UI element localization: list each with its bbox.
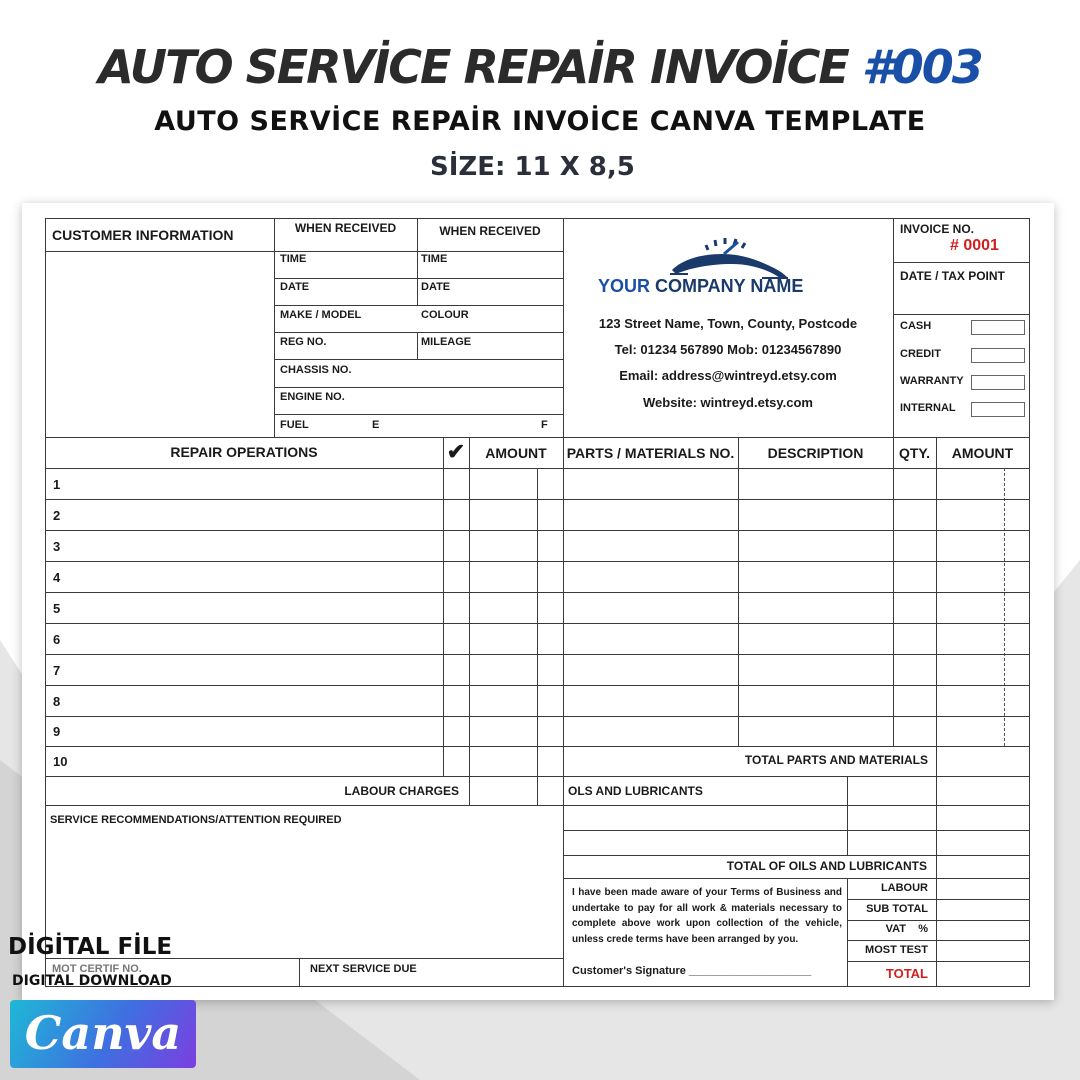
invoice-no-label: INVOICE NO. <box>900 222 975 236</box>
internal-checkbox[interactable] <box>971 402 1025 417</box>
date-label-1: DATE <box>280 281 310 293</box>
service-recommendations-label: SERVICE RECOMMENDATIONS/ATTENTION REQUIRED <box>50 814 342 826</box>
company-website: Website: wintreyd.etsy.com <box>642 395 813 410</box>
totals-labour-label: LABOUR <box>880 882 928 894</box>
engine-no-label: ENGINE NO. <box>280 391 345 403</box>
chassis-no-label: CHASSIS NO. <box>280 364 352 376</box>
mot-cert-label: MOT CERTIF NO. <box>52 963 142 975</box>
row-number: 8 <box>53 694 61 709</box>
total-oils-label: TOTAL OF OILS AND LUBRICANTS <box>726 859 927 873</box>
totals-most-test-label: MOST TEST <box>865 944 928 956</box>
when-received-heading-1: WHEN RECEIVED <box>294 221 397 235</box>
row-number: 2 <box>53 508 61 523</box>
reg-no-label: REG NO. <box>280 336 327 348</box>
make-model-label: MAKE / MODEL <box>280 309 362 321</box>
warranty-checkbox[interactable] <box>971 375 1025 390</box>
customer-signature-label: Customer's Signature ____________________ <box>572 965 812 977</box>
cash-checkbox[interactable] <box>971 320 1025 335</box>
row-number: 9 <box>53 724 61 739</box>
row-number: 3 <box>53 539 61 554</box>
row-number: 7 <box>53 663 61 678</box>
size-label: SİZE: 11 X 8,5 <box>430 152 635 182</box>
colour-label: COLOUR <box>421 309 469 321</box>
page-subtitle: AUTO SERVİCE REPAİR INVOİCE CANVA TEMPLATE <box>154 106 926 137</box>
credit-checkbox[interactable] <box>971 348 1025 363</box>
company-phone: Tel: 01234 567890 Mob: 01234567890 <box>614 342 842 357</box>
row-number: 10 <box>53 754 68 769</box>
oils-lubricants-label: OLS AND LUBRICANTS <box>568 784 703 798</box>
fuel-label: FUEL <box>280 419 309 431</box>
canva-logo: Canva <box>10 1000 196 1068</box>
date-label-2: DATE <box>421 281 451 293</box>
payment-warranty-label: WARRANTY <box>900 375 964 387</box>
digital-download-badge: DIGITAL DOWNLOAD <box>12 973 172 989</box>
qty-header: QTY. <box>898 445 931 461</box>
company-name: YOUR COMPANY NAME <box>598 276 804 296</box>
totals-vat-label: VAT % <box>885 923 928 935</box>
fuel-empty-label: E <box>372 419 380 431</box>
time-label-1: TIME <box>280 253 307 265</box>
fuel-full-label: F <box>541 419 548 431</box>
row-number: 6 <box>53 632 61 647</box>
row-number: 4 <box>53 570 61 585</box>
repair-operations-header: REPAIR OPERATIONS <box>170 444 318 460</box>
totals-subtotal-label: SUB TOTAL <box>866 903 928 915</box>
check-mark-icon: ✔ <box>446 439 466 464</box>
when-received-heading-2: WHEN RECEIVED <box>439 224 541 238</box>
invoice-number: # 0001 <box>950 237 999 254</box>
total-parts-label: TOTAL PARTS AND MATERIALS <box>744 753 928 767</box>
parts-no-header: PARTS / MATERIALS NO. <box>566 445 735 461</box>
digital-file-badge: DİGİTAL FİLE <box>8 934 173 960</box>
customer-info-heading: CUSTOMER INFORMATION <box>52 227 234 243</box>
totals-total-label: TOTAL <box>885 966 928 981</box>
payment-cash-label: CASH <box>900 320 932 332</box>
row-number: 1 <box>53 477 61 492</box>
payment-credit-label: CREDIT <box>900 348 941 360</box>
time-label-2: TIME <box>421 253 448 265</box>
next-service-label: NEXT SERVICE DUE <box>310 963 417 975</box>
car-speedometer-logo-icon <box>662 234 792 282</box>
description-header: DESCRIPTION <box>767 445 864 461</box>
date-tax-point-label: DATE / TAX POINT <box>900 269 1005 283</box>
payment-internal-label: INTERNAL <box>900 402 956 414</box>
company-email: Email: address@wintreyd.etsy.com <box>619 368 837 383</box>
title-number: #003 <box>861 40 982 94</box>
company-address: 123 Street Name, Town, County, Postcode <box>598 316 858 331</box>
parts-amount-header: AMOUNT <box>951 445 1014 461</box>
row-number: 5 <box>53 601 61 616</box>
repair-amount-header: AMOUNT <box>485 445 547 461</box>
page-title: AUTO SERVİCE REPAİR INVOİCE #003 <box>98 40 982 94</box>
labour-charges-label: LABOUR CHARGES <box>344 784 459 798</box>
mileage-label: MILEAGE <box>421 336 472 348</box>
terms-text: I have been made aware of your Terms of Business and undertake to pay for all work & materials necessary to complete above work upon collection of the vehicle, unless crede terms have been arranged by you. <box>572 887 842 945</box>
